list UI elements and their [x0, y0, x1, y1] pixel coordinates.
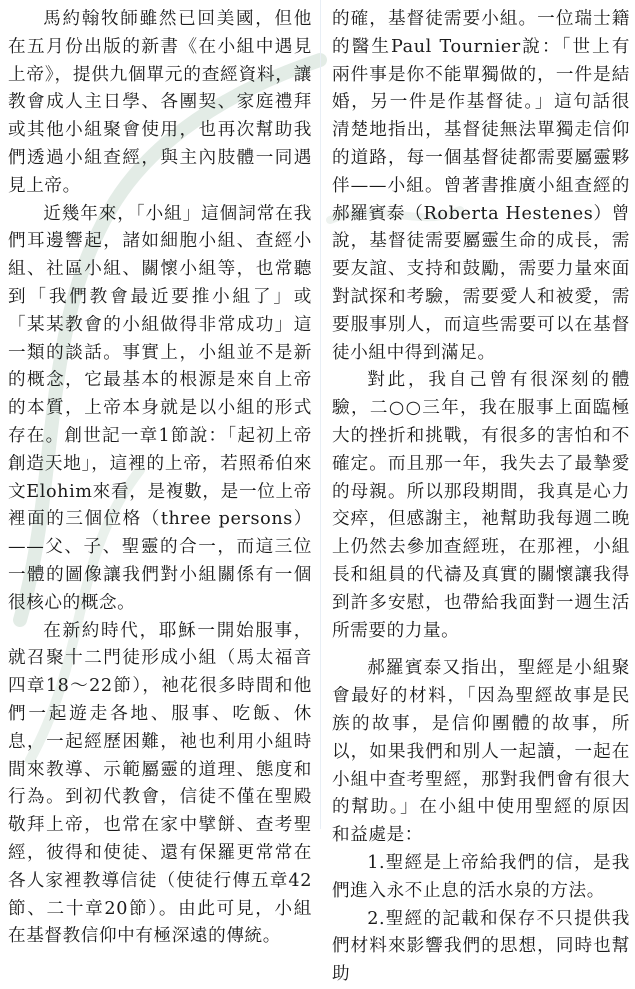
paragraph-4: 的確，基督徒需要小組。一位瑞士籍的醫生Paul Tournier說：「世上有兩件事是你不能單獨做的，一件是結婚，另一件是作基督徒。」這句話很清楚地指出，基督徒無法單獨走信仰的道路，每一個基督徒都需要屬靈夥伴——小組。曾著書推廣小組查經的郝羅賓泰（Roberta Hestenes）曾說，基督徒需要屬靈生命的成長，需要友誼、支持和鼓勵，需要力量來面對試探和考驗，需要愛人和被愛，需要服事別人，而這些需要可以在基督徒小組中得到滿足。	[332, 9, 630, 363]
column-divider	[320, 0, 321, 829]
paragraph-2: 近幾年來，「小組」這個詞常在我們耳邊響起，諸如細胞小組、查經小組、社區小組、關懷小組等，也常聽到「我們教會最近要推小組了」或「某某教會的小組做得非常成功」這一類的談話。事實上，小組並不是新的概念，它最基本的根源是來自上帝的本質，上帝本身就是以小組的形式存在。創世記一章1節說：「起初上帝創造天地」，這裡的上帝，若照希伯來文Elohim來看，是複數，是一位上帝裡面的三個位格（three persons）——父、子、聖靈的合一，而這三位一體的圖像讓我們對小組關係有一個很核心的概念。	[8, 203, 312, 613]
paragraph-6: 郝羅賓泰又指出，聖經是小組聚會最好的材料，「因為聖經故事是民族的故事，是信仰團體的故事，所以，如果我們和別人一起讀，一起在小組中查考聖經，那對我們會有很大的幫助。」在小組中使用聖經的原因和益處是：	[332, 658, 630, 846]
right-column	[332, 6, 630, 989]
list-item-2: 2.聖經的記載和保存不只提供我們材料來影響我們的思想，同時也幫助	[332, 908, 630, 985]
paragraph-1: 馬約翰牧師雖然已回美國，但他在五月份出版的新書《在小組中遇見上帝》，提供九個單元的查經資料，讓教會成人主日學、各團契、家庭禮拜或其他小組聚會使用，也再次幫助我們透過小組查經，與主內肢體一同遇見上帝。	[8, 9, 312, 196]
paragraph-3: 在新約時代，耶穌一開始服事，就召聚十二門徒形成小組（馬太福音四章18～22節），祂花很多時間和他們一起遊走各地、服事、吃飯、休息，一起經歷困難，祂也利用小組時間來教導、示範屬靈的道理、態度和行為。到初代教會，信徒不僅在聖殿敬拜上帝，也常在家中擘餅、查考聖經，彼得和使徒、還有保羅更常常在各人家裡教導信徒（使徒行傳五章42節、二十章20節）。由此可見，小組在基督教信仰中有極深遠的傳統。	[8, 620, 312, 947]
paragraph-5: 對此，我自己曾有很深刻的體驗，二○○三年，我在服事上面臨極大的挫折和挑戰，有很多的害怕和不確定。而且那一年，我失去了最摯愛的母親。所以那段期間，我真是心力交瘁，但感謝主，祂幫助我每週二晚上仍然去參加查經班，在那裡，小組長和組員的代禱及真實的關懷讓我得到許多安慰，也帶給我面對一週生活所需要的力量。	[332, 370, 630, 641]
left-column	[8, 6, 312, 951]
list-item-1: 1.聖經是上帝給我們的信，是我們進入永不止息的活水泉的方法。	[332, 852, 630, 901]
